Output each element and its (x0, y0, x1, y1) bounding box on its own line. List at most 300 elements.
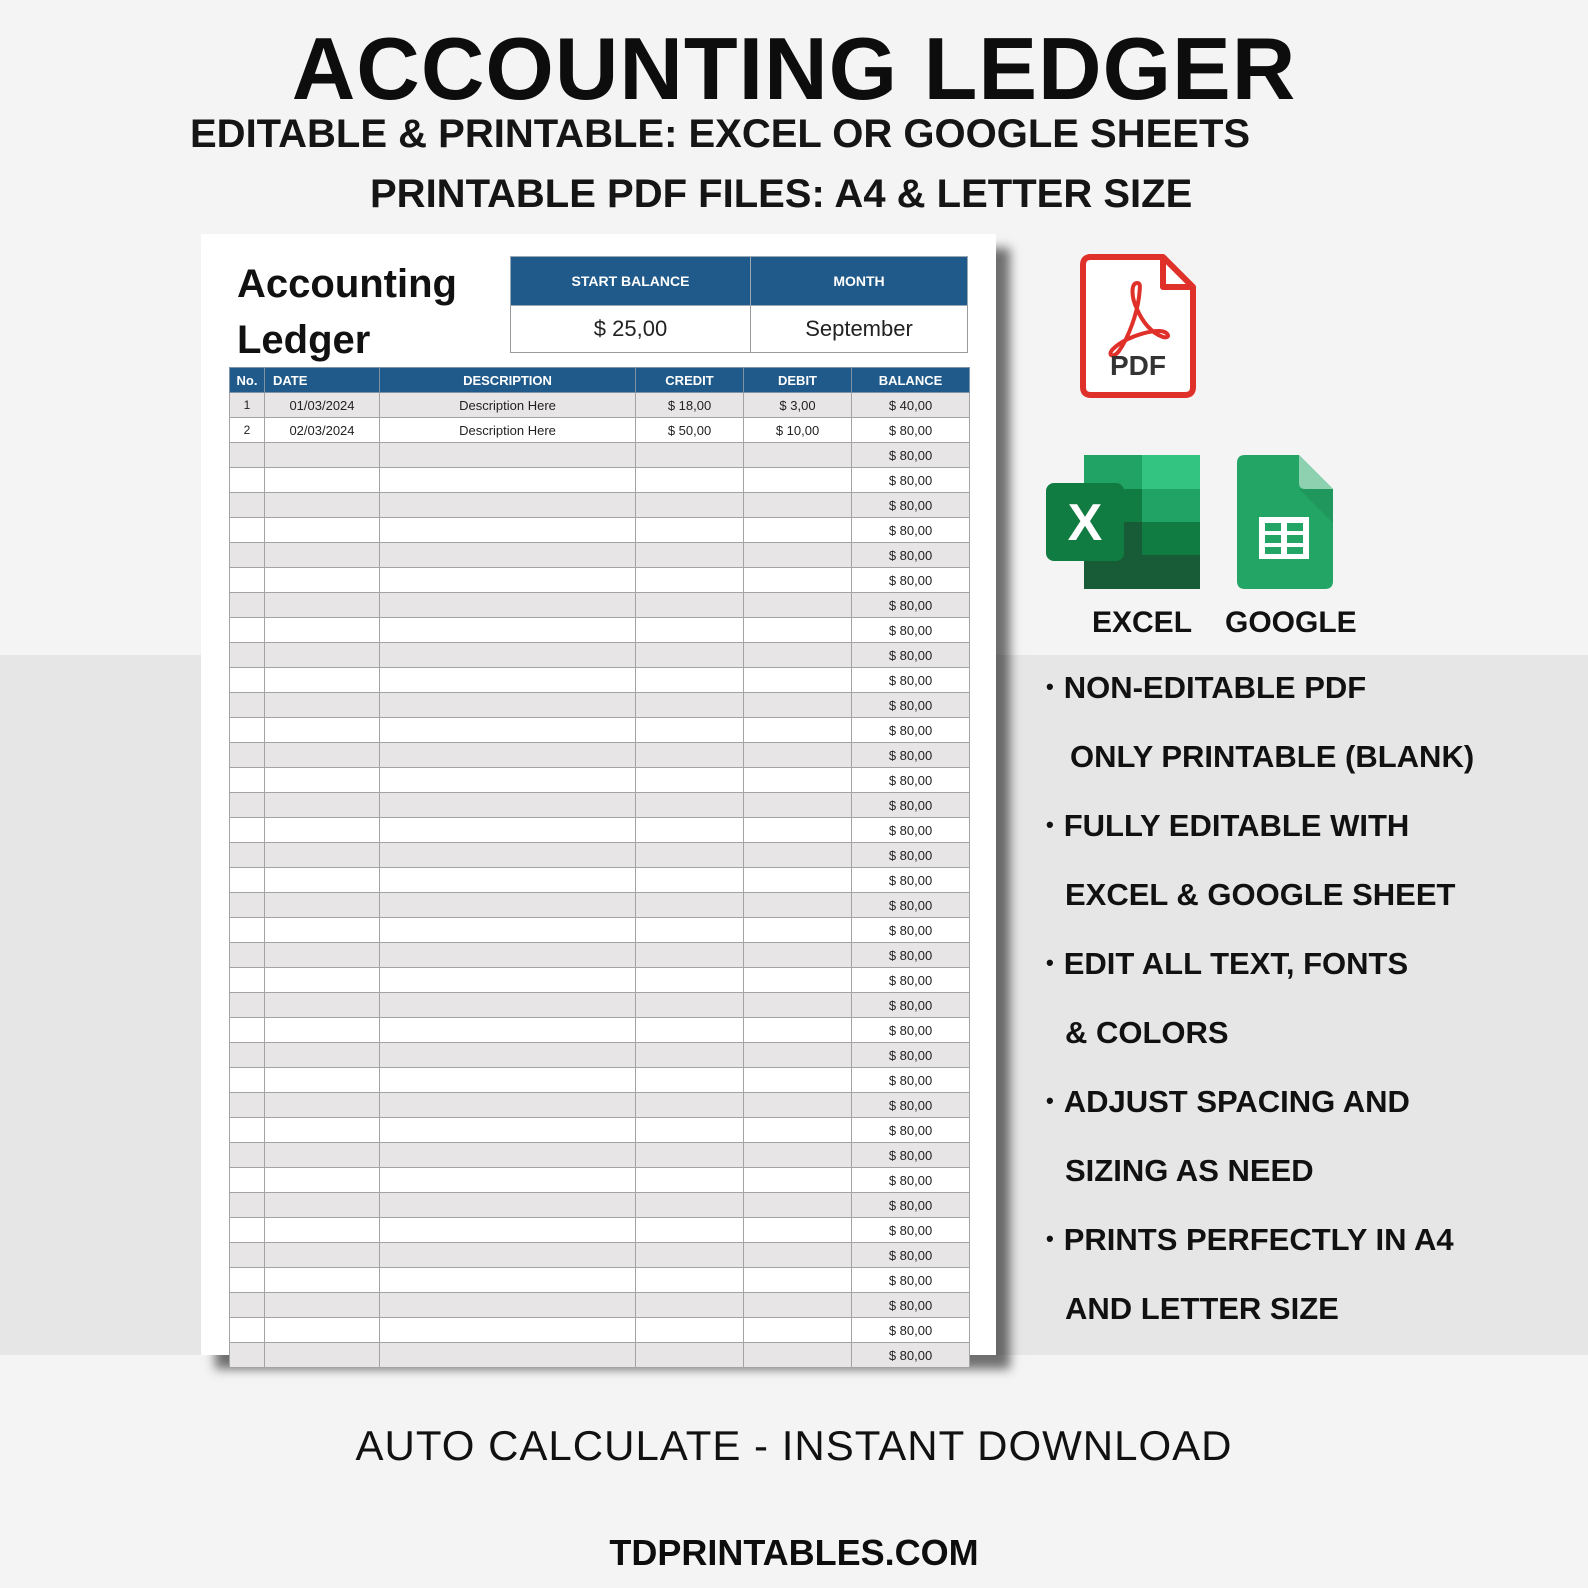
cell-description (380, 1318, 636, 1343)
cell-debit (744, 1093, 852, 1118)
cell-debit (744, 843, 852, 868)
cell-balance: $ 80,00 (852, 893, 970, 918)
cell-no: 1 (230, 393, 265, 418)
feature-text: PRINTS PERFECTLY IN A4 (1063, 1222, 1454, 1257)
cell-credit (636, 1193, 744, 1218)
table-row (230, 743, 970, 768)
feature-text: AND LETTER SIZE (1065, 1291, 1339, 1326)
cell-debit (744, 768, 852, 793)
cell-debit (744, 718, 852, 743)
cell-credit (636, 1218, 744, 1243)
cell-no (230, 1093, 265, 1118)
cell-no (230, 668, 265, 693)
cell-credit (636, 618, 744, 643)
ledger-sheet-preview (201, 234, 996, 1363)
ledger-header-row (230, 368, 970, 393)
cell-no (230, 818, 265, 843)
cell-no (230, 993, 265, 1018)
table-row (230, 1268, 970, 1293)
cell-balance: $ 80,00 (852, 818, 970, 843)
cell-description (380, 568, 636, 593)
table-row (230, 468, 970, 493)
cell-no (230, 643, 265, 668)
cell-no (230, 1343, 265, 1368)
feature-line (1065, 1015, 1229, 1051)
cell-credit (636, 943, 744, 968)
cell-balance: $ 80,00 (852, 1043, 970, 1068)
table-row (230, 618, 970, 643)
cell-credit (636, 1018, 744, 1043)
cell-no (230, 518, 265, 543)
cell-date (265, 1193, 380, 1218)
cell-date (265, 718, 380, 743)
google-sheets-icon (1237, 455, 1333, 589)
cell-no (230, 743, 265, 768)
feature-line (1046, 670, 1366, 706)
cell-balance: $ 80,00 (852, 1168, 970, 1193)
feature-line (1046, 946, 1408, 982)
cell-no (230, 768, 265, 793)
table-row (230, 968, 970, 993)
cell-credit (636, 693, 744, 718)
feature-line (1065, 1291, 1339, 1327)
cell-credit (636, 818, 744, 843)
feature-line (1046, 1084, 1410, 1120)
table-row (230, 768, 970, 793)
cell-debit (744, 618, 852, 643)
subtitle-printable: PRINTABLE PDF FILES: A4 & LETTER SIZE (370, 172, 1193, 216)
cell-description (380, 918, 636, 943)
cell-no (230, 893, 265, 918)
cell-balance: $ 80,00 (852, 418, 970, 443)
cell-credit: $ 18,00 (636, 393, 744, 418)
cell-balance: $ 80,00 (852, 643, 970, 668)
table-row (230, 1043, 970, 1068)
feature-line (1046, 1222, 1454, 1258)
cell-date (265, 693, 380, 718)
col-credit-header: CREDIT (636, 368, 744, 393)
table-row (230, 1218, 970, 1243)
cell-description: Description Here (380, 393, 636, 418)
cell-description (380, 1193, 636, 1218)
table-row (230, 493, 970, 518)
cell-credit (636, 1143, 744, 1168)
table-row (230, 1143, 970, 1168)
feature-text: EDIT ALL TEXT, FONTS (1063, 946, 1409, 981)
feature-text: ADJUST SPACING AND (1063, 1084, 1410, 1119)
cell-no (230, 718, 265, 743)
cell-description (380, 1018, 636, 1043)
cell-balance: $ 80,00 (852, 468, 970, 493)
cell-balance: $ 80,00 (852, 1143, 970, 1168)
table-row (230, 1318, 970, 1343)
cell-balance: $ 80,00 (852, 1193, 970, 1218)
cell-no (230, 1193, 265, 1218)
cell-no (230, 1218, 265, 1243)
cell-balance: $ 80,00 (852, 1018, 970, 1043)
bullet-icon: • (1046, 1088, 1054, 1113)
cell-credit (636, 718, 744, 743)
cell-debit (744, 893, 852, 918)
table-row (230, 1168, 970, 1193)
cell-description (380, 718, 636, 743)
bullet-icon: • (1046, 950, 1054, 975)
cell-description (380, 693, 636, 718)
table-row (230, 893, 970, 918)
cell-credit (636, 843, 744, 868)
cell-debit (744, 443, 852, 468)
col-description-header: DESCRIPTION (380, 368, 636, 393)
cell-description (380, 443, 636, 468)
cell-debit (744, 468, 852, 493)
cell-no (230, 493, 265, 518)
table-row (230, 1193, 970, 1218)
cell-date (265, 1043, 380, 1068)
cell-balance: $ 80,00 (852, 918, 970, 943)
cell-date (265, 1268, 380, 1293)
cell-description (380, 1118, 636, 1143)
cell-date (265, 1168, 380, 1193)
table-row (230, 1018, 970, 1043)
col-date-header: DATE (265, 368, 380, 393)
cell-no (230, 943, 265, 968)
cell-date (265, 818, 380, 843)
cell-balance: $ 80,00 (852, 793, 970, 818)
cell-debit: $ 10,00 (744, 418, 852, 443)
cell-debit (744, 743, 852, 768)
cell-description (380, 743, 636, 768)
cell-description (380, 1143, 636, 1168)
cell-no (230, 1318, 265, 1343)
cell-description: Description Here (380, 418, 636, 443)
cell-debit: $ 3,00 (744, 393, 852, 418)
cell-description (380, 518, 636, 543)
cell-debit (744, 793, 852, 818)
cell-no (230, 1068, 265, 1093)
cell-balance: $ 80,00 (852, 993, 970, 1018)
cell-credit (636, 793, 744, 818)
cell-description (380, 793, 636, 818)
table-row (230, 1343, 970, 1368)
table-row (230, 568, 970, 593)
cell-credit: $ 50,00 (636, 418, 744, 443)
cell-debit (744, 668, 852, 693)
cell-date (265, 593, 380, 618)
table-row (230, 868, 970, 893)
cell-credit (636, 1168, 744, 1193)
excel-icon (1046, 455, 1200, 589)
cell-date (265, 968, 380, 993)
table-row (230, 393, 970, 418)
feature-line (1046, 808, 1409, 844)
cell-balance: $ 80,00 (852, 618, 970, 643)
cell-balance: $ 80,00 (852, 743, 970, 768)
cell-date (265, 993, 380, 1018)
cell-description (380, 843, 636, 868)
cell-date (265, 893, 380, 918)
cell-description (380, 893, 636, 918)
cell-balance: $ 80,00 (852, 443, 970, 468)
cell-credit (636, 1043, 744, 1068)
cell-credit (636, 1118, 744, 1143)
table-row (230, 1118, 970, 1143)
cell-description (380, 1168, 636, 1193)
website-url: TDPRINTABLES.COM (609, 1532, 979, 1573)
cell-credit (636, 443, 744, 468)
cell-date (265, 643, 380, 668)
table-row (230, 718, 970, 743)
col-balance-header: BALANCE (852, 368, 970, 393)
cell-debit (744, 943, 852, 968)
bullet-icon: • (1046, 812, 1054, 837)
cell-credit (636, 893, 744, 918)
cell-balance: $ 80,00 (852, 943, 970, 968)
cell-description (380, 468, 636, 493)
feature-line (1065, 877, 1455, 913)
cell-balance: $ 80,00 (852, 843, 970, 868)
bullet-icon: • (1046, 674, 1054, 699)
cell-date (265, 1093, 380, 1118)
cell-description (380, 818, 636, 843)
cell-no (230, 543, 265, 568)
cell-date (265, 568, 380, 593)
cell-balance: $ 80,00 (852, 1268, 970, 1293)
feature-text: & COLORS (1065, 1015, 1229, 1050)
table-row (230, 1068, 970, 1093)
cell-balance: $ 80,00 (852, 1218, 970, 1243)
cell-no (230, 1018, 265, 1043)
cell-debit (744, 518, 852, 543)
table-row (230, 1293, 970, 1318)
cell-no (230, 593, 265, 618)
cell-debit (744, 643, 852, 668)
cell-debit (744, 868, 852, 893)
cell-balance: $ 80,00 (852, 968, 970, 993)
cell-description (380, 1243, 636, 1268)
cell-no (230, 1143, 265, 1168)
cell-description (380, 968, 636, 993)
cell-date (265, 1343, 380, 1368)
cell-date (265, 743, 380, 768)
cell-no: 2 (230, 418, 265, 443)
cell-balance: $ 80,00 (852, 1318, 970, 1343)
cell-debit (744, 1118, 852, 1143)
cell-debit (744, 1143, 852, 1168)
cell-debit (744, 818, 852, 843)
feature-text: FULLY EDITABLE WITH (1063, 808, 1410, 843)
cell-debit (744, 1218, 852, 1243)
cell-balance: $ 80,00 (852, 1293, 970, 1318)
table-row (230, 668, 970, 693)
cell-date (265, 618, 380, 643)
cell-no (230, 918, 265, 943)
cell-no (230, 868, 265, 893)
cell-date (265, 1068, 380, 1093)
cell-balance: $ 80,00 (852, 693, 970, 718)
cell-no (230, 568, 265, 593)
cell-date (265, 1293, 380, 1318)
sheet-title-line1: Accounting (237, 262, 457, 306)
start-balance-header: START BALANCE (511, 257, 751, 306)
month-value: September (751, 306, 968, 353)
cell-debit (744, 1018, 852, 1043)
cell-credit (636, 468, 744, 493)
cell-date (265, 843, 380, 868)
cell-date (265, 1143, 380, 1168)
cell-debit (744, 1343, 852, 1368)
cell-description (380, 643, 636, 668)
cell-credit (636, 1093, 744, 1118)
sheet-title-line2: Ledger (237, 318, 371, 362)
ledger-table (229, 367, 970, 1368)
cell-credit (636, 1243, 744, 1268)
feature-text: EXCEL & GOOGLE SHEET (1065, 877, 1456, 912)
cell-description (380, 1218, 636, 1243)
table-row (230, 793, 970, 818)
cell-credit (636, 1293, 744, 1318)
feature-text: NON-EDITABLE PDF (1063, 670, 1367, 705)
cell-no (230, 968, 265, 993)
cell-debit (744, 1193, 852, 1218)
table-row (230, 1093, 970, 1118)
cell-no (230, 843, 265, 868)
cell-credit (636, 543, 744, 568)
cell-date (265, 1318, 380, 1343)
cell-credit (636, 568, 744, 593)
cell-no (230, 443, 265, 468)
cell-date: 01/03/2024 (265, 393, 380, 418)
cell-debit (744, 493, 852, 518)
google-label: GOOGLE (1225, 606, 1357, 639)
cell-date (265, 943, 380, 968)
start-balance-value: $ 25,00 (511, 306, 751, 353)
cell-credit (636, 518, 744, 543)
cell-credit (636, 643, 744, 668)
cell-description (380, 668, 636, 693)
feature-text: SIZING AS NEED (1065, 1153, 1314, 1188)
headline: ACCOUNTING LEDGER (291, 19, 1297, 118)
table-row (230, 443, 970, 468)
col-debit-header: DEBIT (744, 368, 852, 393)
cell-date (265, 493, 380, 518)
feature-text: ONLY PRINTABLE (BLANK) (1070, 739, 1475, 774)
cell-description (380, 543, 636, 568)
cell-credit (636, 868, 744, 893)
table-row (230, 918, 970, 943)
col-no-header: No. (230, 368, 265, 393)
table-row (230, 543, 970, 568)
cell-no (230, 793, 265, 818)
cell-description (380, 593, 636, 618)
cell-date (265, 468, 380, 493)
summary-table (510, 256, 968, 353)
cell-description (380, 768, 636, 793)
cell-credit (636, 1068, 744, 1093)
cell-balance: $ 80,00 (852, 718, 970, 743)
sheet-title (237, 256, 457, 368)
cell-debit (744, 993, 852, 1018)
cell-description (380, 1293, 636, 1318)
pdf-label: PDF (1110, 350, 1166, 381)
cell-date (265, 1118, 380, 1143)
table-row (230, 943, 970, 968)
cell-debit (744, 693, 852, 718)
cell-credit (636, 743, 744, 768)
cell-debit (744, 1068, 852, 1093)
cell-balance: $ 80,00 (852, 493, 970, 518)
cell-credit (636, 993, 744, 1018)
cell-balance: $ 80,00 (852, 768, 970, 793)
cell-date (265, 793, 380, 818)
excel-letter: X (1067, 494, 1103, 552)
cell-credit (636, 918, 744, 943)
cell-credit (636, 968, 744, 993)
cell-credit (636, 1268, 744, 1293)
subtitle-editable: EDITABLE & PRINTABLE: EXCEL OR GOOGLE SHEETS (190, 112, 1251, 156)
cell-balance: $ 80,00 (852, 1118, 970, 1143)
cell-description (380, 1268, 636, 1293)
cell-credit (636, 593, 744, 618)
table-row (230, 643, 970, 668)
cell-debit (744, 1293, 852, 1318)
cell-balance: $ 80,00 (852, 518, 970, 543)
cell-date (265, 918, 380, 943)
cell-debit (744, 1168, 852, 1193)
cell-no (230, 468, 265, 493)
cell-date (265, 443, 380, 468)
cell-balance: $ 80,00 (852, 1093, 970, 1118)
cell-debit (744, 568, 852, 593)
cell-description (380, 1343, 636, 1368)
cell-description (380, 1043, 636, 1068)
cell-description (380, 868, 636, 893)
cell-date (265, 1018, 380, 1043)
cell-date (265, 768, 380, 793)
cell-balance: $ 80,00 (852, 543, 970, 568)
cell-no (230, 1243, 265, 1268)
table-row (230, 843, 970, 868)
cell-date (265, 668, 380, 693)
cell-credit (636, 1318, 744, 1343)
cell-debit (744, 543, 852, 568)
cell-balance: $ 80,00 (852, 868, 970, 893)
month-header: MONTH (751, 257, 968, 306)
cell-debit (744, 1243, 852, 1268)
table-row (230, 818, 970, 843)
tagline: AUTO CALCULATE - INSTANT DOWNLOAD (355, 1422, 1233, 1469)
cell-debit (744, 1043, 852, 1068)
cell-credit (636, 768, 744, 793)
cell-debit (744, 968, 852, 993)
feature-line (1070, 739, 1474, 775)
cell-date: 02/03/2024 (265, 418, 380, 443)
cell-date (265, 518, 380, 543)
cell-date (265, 868, 380, 893)
cell-no (230, 618, 265, 643)
cell-balance: $ 80,00 (852, 668, 970, 693)
table-row (230, 1243, 970, 1268)
cell-description (380, 493, 636, 518)
feature-line (1065, 1153, 1314, 1189)
cell-balance: $ 80,00 (852, 593, 970, 618)
cell-credit (636, 1343, 744, 1368)
pdf-file-icon (1079, 253, 1197, 399)
table-row (230, 993, 970, 1018)
cell-description (380, 1068, 636, 1093)
table-row (230, 593, 970, 618)
cell-date (265, 543, 380, 568)
table-row (230, 693, 970, 718)
